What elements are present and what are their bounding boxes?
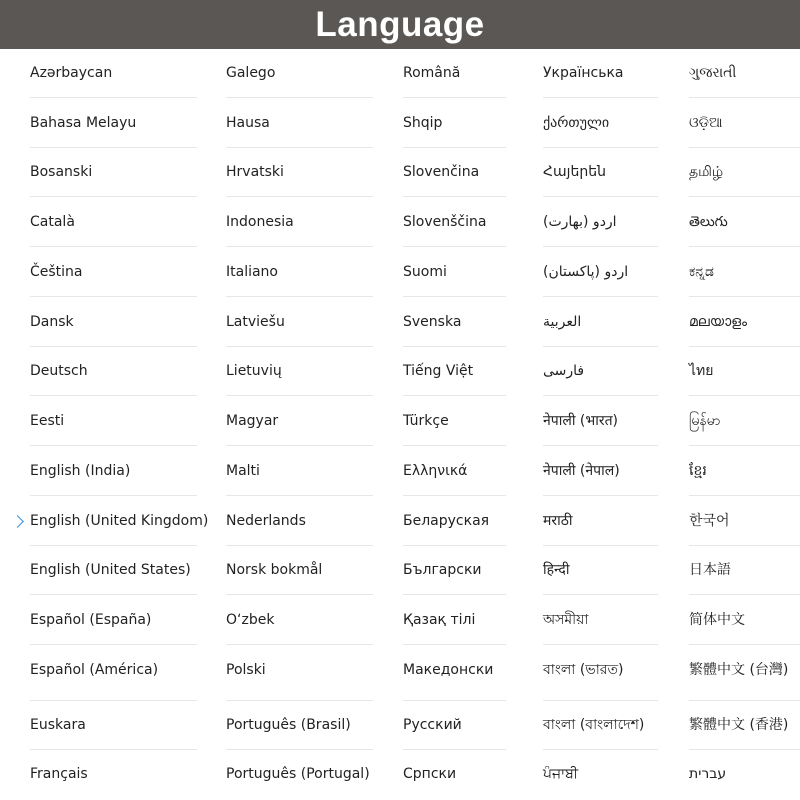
language-option[interactable]	[226, 646, 373, 701]
language-option[interactable]	[689, 198, 800, 247]
language-option-label: Italiano	[226, 264, 278, 280]
language-option-label: O‘zbek	[226, 612, 275, 628]
language-option-label: Latviešu	[226, 314, 285, 330]
language-option[interactable]	[403, 298, 506, 347]
page-title: Language	[315, 5, 485, 44]
language-option-label: मराठी	[543, 513, 573, 529]
language-option-label: ខ្មែរ	[689, 463, 707, 479]
language-option-label: Türkçe	[403, 413, 449, 429]
language-option-label: Lietuvių	[226, 363, 282, 379]
title-bar	[0, 0, 800, 49]
language-option[interactable]	[30, 750, 197, 799]
language-option[interactable]	[543, 347, 658, 396]
language-option[interactable]	[30, 596, 197, 645]
language-option[interactable]	[403, 447, 506, 496]
language-option-label: Deutsch	[30, 363, 88, 379]
language-option-label: Română	[403, 65, 461, 81]
language-option[interactable]	[226, 49, 373, 98]
language-option-label: বাংলা (বাংলাদেশ)	[543, 717, 645, 733]
language-option[interactable]	[30, 298, 197, 347]
language-option[interactable]	[226, 596, 373, 645]
language-option-label: Magyar	[226, 413, 279, 429]
language-option-label: 繁體中文 (香港)	[689, 717, 789, 733]
language-option[interactable]	[403, 397, 506, 446]
language-option[interactable]	[543, 546, 658, 595]
language-option-label: Қазақ тілі	[403, 612, 476, 628]
language-option-label: Português (Portugal)	[226, 766, 370, 782]
language-option[interactable]	[30, 701, 197, 750]
language-option-label: தமிழ்	[689, 164, 724, 180]
language-grid	[0, 49, 800, 800]
language-option-label: Slovenščina	[403, 214, 487, 230]
language-option-label: Ελληνικά	[403, 463, 468, 479]
language-option-label: 繁體中文 (台灣)	[689, 662, 789, 678]
language-option-label: Euskara	[30, 717, 86, 733]
language-option[interactable]	[30, 49, 197, 98]
language-option[interactable]	[689, 646, 800, 701]
language-option[interactable]	[30, 148, 197, 197]
language-option[interactable]	[543, 198, 658, 247]
language-option[interactable]	[543, 646, 658, 701]
language-option[interactable]	[543, 497, 658, 546]
language-option-label: ଓଡ଼ିଆ	[689, 115, 723, 131]
language-option[interactable]	[226, 148, 373, 197]
language-option-label: অসমীয়া	[543, 612, 589, 628]
language-option-label: Azərbaycan	[30, 65, 113, 81]
language-option-label: Català	[30, 214, 75, 230]
language-option[interactable]	[403, 49, 506, 98]
language-option-label: ಕನ್ನಡ	[689, 264, 714, 280]
language-option-label: ไทย	[689, 363, 714, 379]
language-option[interactable]	[689, 248, 800, 297]
language-option[interactable]	[543, 298, 658, 347]
language-option[interactable]	[403, 198, 506, 247]
language-option-label: Shqip	[403, 115, 443, 131]
language-option-label: తెలుగు	[689, 214, 728, 230]
language-option[interactable]	[226, 447, 373, 496]
language-option[interactable]	[226, 397, 373, 446]
language-option-label: Hausa	[226, 115, 270, 131]
language-option-label: Hrvatski	[226, 164, 284, 180]
language-option[interactable]	[543, 750, 658, 799]
language-option[interactable]	[689, 298, 800, 347]
language-option-label: Nederlands	[226, 513, 306, 529]
language-option-label: English (United States)	[30, 562, 191, 578]
language-option-label: اردو (پاکستان)	[543, 264, 629, 280]
language-option-label: ქართული	[543, 115, 610, 131]
language-option[interactable]	[689, 497, 800, 546]
language-option[interactable]	[226, 298, 373, 347]
language-option-label: ਪੰਜਾਬੀ	[543, 766, 579, 782]
language-option-label: Tiếng Việt	[403, 363, 474, 379]
language-option[interactable]	[543, 248, 658, 297]
language-option-label: Bahasa Melayu	[30, 115, 137, 131]
language-option[interactable]	[543, 701, 658, 750]
language-option[interactable]	[543, 447, 658, 496]
language-option-label: Polski	[226, 662, 266, 678]
language-option-label: Español (España)	[30, 612, 152, 628]
language-option[interactable]	[403, 99, 506, 148]
language-option-label: فارسی	[543, 363, 585, 379]
language-option[interactable]	[226, 750, 373, 799]
language-option-label: Suomi	[403, 264, 447, 280]
language-option-label: Français	[30, 766, 88, 782]
language-option[interactable]	[689, 397, 800, 446]
language-option[interactable]	[226, 198, 373, 247]
language-option-label: Indonesia	[226, 214, 294, 230]
language-option-label: മലയാളം	[689, 314, 748, 330]
language-option[interactable]	[543, 397, 658, 446]
language-option-label: नेपाली (भारत)	[543, 413, 619, 429]
language-option-label: Български	[403, 562, 482, 578]
language-option-label: Беларуская	[403, 513, 490, 529]
language-option-label: עברית	[689, 766, 727, 782]
language-option-label: Malti	[226, 463, 260, 479]
language-option[interactable]	[543, 148, 658, 197]
language-option[interactable]	[403, 701, 506, 750]
language-option-label: English (United Kingdom)	[30, 513, 209, 529]
language-option-label: Српски	[403, 766, 457, 782]
language-option[interactable]	[30, 397, 197, 446]
language-option-label: हिन्दी	[543, 562, 570, 578]
language-option[interactable]	[226, 347, 373, 396]
language-option[interactable]	[689, 546, 800, 595]
language-option-label: 简体中文	[689, 612, 745, 628]
language-option[interactable]	[403, 546, 506, 595]
language-option[interactable]	[30, 248, 197, 297]
language-option[interactable]	[226, 546, 373, 595]
language-option[interactable]	[689, 347, 800, 396]
language-option-label: Português (Brasil)	[226, 717, 351, 733]
language-option[interactable]	[30, 646, 197, 701]
language-option[interactable]	[689, 49, 800, 98]
language-option-label: বাংলা (ভারত)	[543, 662, 624, 678]
language-option-label: 한국어	[689, 513, 730, 529]
language-option[interactable]	[30, 497, 209, 546]
language-option[interactable]	[30, 347, 197, 396]
language-option-label: English (India)	[30, 463, 131, 479]
language-option[interactable]	[543, 596, 658, 645]
language-option[interactable]	[30, 447, 197, 496]
language-option-label: Čeština	[30, 264, 83, 280]
language-option-label: Español (América)	[30, 662, 159, 678]
language-option-label: မြန်မာ	[689, 413, 721, 429]
language-option[interactable]	[403, 750, 506, 799]
language-option[interactable]	[403, 148, 506, 197]
language-option[interactable]	[403, 497, 506, 546]
language-option[interactable]	[543, 49, 658, 98]
language-option-label: اردو (بھارت)	[543, 214, 617, 230]
language-option-label: Norsk bokmål	[226, 562, 323, 578]
language-option[interactable]	[689, 596, 800, 645]
language-option[interactable]	[226, 701, 373, 750]
language-option-label: Svenska	[403, 314, 462, 330]
language-option[interactable]	[689, 99, 800, 148]
language-option[interactable]	[403, 596, 506, 645]
language-option-label: ગુજરાતી	[689, 65, 737, 81]
language-option[interactable]	[30, 546, 197, 595]
language-option-label: Українська	[543, 65, 624, 81]
language-option[interactable]	[226, 99, 373, 148]
language-option-label: Македонски	[403, 662, 494, 678]
language-option[interactable]	[403, 347, 506, 396]
language-option-label: Dansk	[30, 314, 74, 330]
language-option[interactable]	[30, 99, 197, 148]
language-option[interactable]	[226, 497, 373, 546]
language-option-label: 日本語	[689, 562, 731, 578]
language-option-label: Eesti	[30, 413, 65, 429]
language-option[interactable]	[226, 248, 373, 297]
language-option-label: Bosanski	[30, 164, 93, 180]
language-option[interactable]	[689, 148, 800, 197]
language-option-label: Slovenčina	[403, 164, 480, 180]
language-option[interactable]	[403, 248, 506, 297]
language-option[interactable]	[30, 198, 197, 247]
language-option[interactable]	[689, 447, 800, 496]
language-option[interactable]	[403, 646, 506, 701]
language-option-label: Հայերեն	[543, 164, 606, 180]
language-option[interactable]	[689, 701, 800, 750]
language-option[interactable]	[543, 99, 658, 148]
language-option[interactable]	[689, 750, 800, 799]
language-option-label: العربية	[543, 314, 582, 330]
language-option-label: Galego	[226, 65, 276, 81]
language-option-label: नेपाली (नेपाल)	[543, 463, 620, 479]
language-option-label: Русский	[403, 717, 462, 733]
